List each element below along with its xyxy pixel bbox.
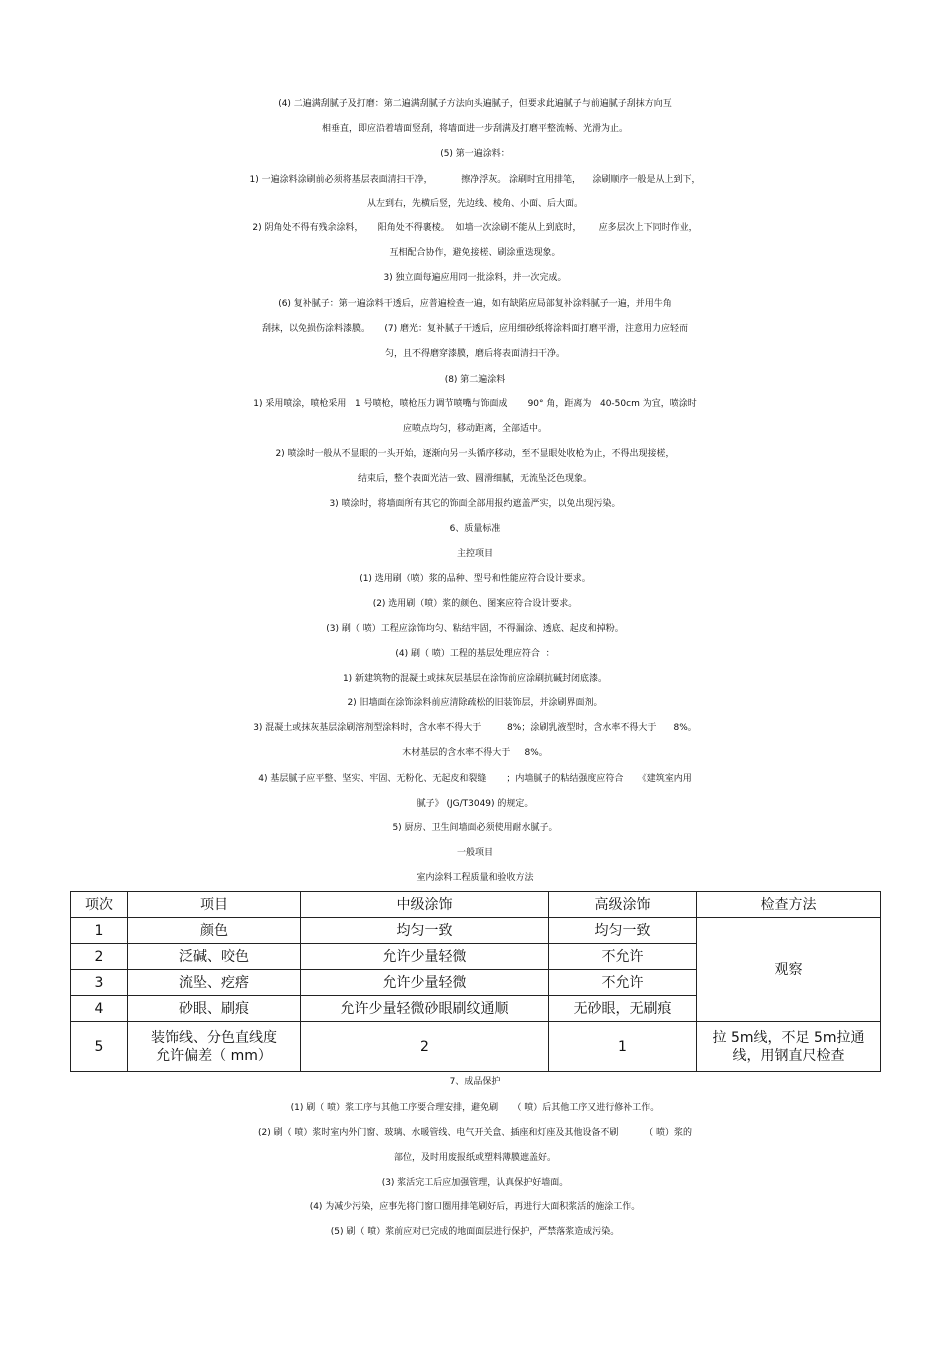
table-caption: 室内涂料工程质量和验收方法 [416,873,534,883]
table-row [71,918,881,944]
subsection-heading: 一般项目 [456,848,493,858]
text-line: 3) 混凝土或抹灰基层涂刷溶剂型涂料时，含水率不得大于 8%；涂刷乳液型时，含水率不得大于 8%。 [253,723,697,733]
cell-no: 3 [71,970,128,996]
header-item: 项目 [128,892,301,918]
text-line: (6) 复补腻子：第一遍涂料干透后，应普遍检查一遍，如有缺陷应局部复补涂料腻子一遍，并用牛角 [278,299,672,309]
text-line: (3) 浆活完工后应加强管理，认真保护好墙面。 [381,1178,569,1188]
table-row [71,1022,881,1072]
text-line: (4) 刷（ 喷）工程的基层处理应符合 ： [395,649,555,659]
text-line: (5) 第一遍涂料： [440,149,510,159]
cell-mid: 允许少量轻微砂眼刷纹通顺 [301,996,549,1022]
text-line: (5) 刷（ 喷）浆前应对已完成的地面面层进行保护，严禁落浆造成污染。 [330,1227,620,1237]
cell-method-observe: 观察 [697,918,881,1022]
cell-item-line: 装饰线、分色直线度 [151,1029,277,1046]
header-method: 检查方法 [697,892,881,918]
text-line: 腻子》 (JG/T3049) 的规定。 [416,799,534,809]
text-line: 互相配合协作，避免接槎、刷涂重迭现象。 [389,248,561,258]
cell-mid: 均匀一致 [301,918,549,944]
text-line: 1) 一遍涂料涂刷前必须将基层表面清扫干净， 擦净浮灰。 涂刷时宜用排笔， 涂刷顺序一般是从上到下， [249,175,701,185]
cell-mid: 允许少量轻微 [301,970,549,996]
header-high: 高级涂饰 [549,892,697,918]
text-line: 匀，且不得磨穿漆膜，磨后将表面清扫干净。 [384,349,565,359]
cell-method [697,1022,881,1072]
cell-item [128,1022,301,1072]
text-line: 刮抹，以免损伤涂料漆膜。 (7) 磨光：复补腻子干透后，应用细砂纸将涂料面打磨平滑，注意用力应轻而 [262,324,688,334]
text-line: 应喷点均匀，移动距离，全部适中。 [402,424,547,434]
cell-item: 泛碱、咬色 [128,944,301,970]
section-heading: 6、质量标准 [449,524,501,534]
text-line: 1) 采用喷涂，喷枪采用 1 号喷枪，喷枪压力调节喷嘴与饰面成 90° 角，距离为 40-50cm 为宜，喷涂时 [253,399,697,409]
cell-high: 不允许 [549,944,697,970]
text-line: 结束后，整个表面光洁一致、圆滑细腻，无流坠泛色现象。 [357,474,592,484]
cell-mid: 2 [301,1022,549,1072]
text-line: 1) 新建筑物的混凝土或抹灰层基层在涂饰前应涂刷抗碱封闭底漆。 [342,674,608,684]
text-line: 3) 独立面每遍应用同一批涂料，并一次完成。 [383,273,567,283]
text-line: (4) 为减少污染，应事先将门窗口圈用排笔刷好后，再进行大面积浆活的施涂工作。 [309,1202,641,1212]
cell-no: 2 [71,944,128,970]
cell-high: 均匀一致 [549,918,697,944]
text-line: (1) 选用刷（喷）浆的品种、型号和性能应符合设计要求。 [359,574,591,584]
cell-item: 流坠、疙瘩 [128,970,301,996]
cell-high: 无砂眼，无刷痕 [549,996,697,1022]
quality-table [70,891,881,1072]
text-line: 2) 旧墙面在涂饰涂料前应清除疏松的旧装饰层，并涂刷界面剂。 [347,698,603,708]
table-header-row [71,892,881,918]
text-line: 3) 喷涂时，将墙面所有其它的饰面全部用报约遮盖严实，以免出现污染。 [329,499,621,509]
section-heading: 7、成品保护 [449,1077,501,1087]
cell-no: 1 [71,918,128,944]
cell-item: 砂眼、刷痕 [128,996,301,1022]
cell-item-line: 允许偏差（ mm） [156,1047,272,1064]
text-line: (3) 刷（ 喷）工程应涂饰均匀、粘结牢固，不得漏涂、透底、起皮和掉粉。 [326,624,624,634]
text-line: (2) 刷（ 喷）浆时室内外门窗、玻璃、水暖管线、电气开关盒、插座和灯座及其他设备不刷 （ 喷）浆的 [257,1128,693,1138]
subsection-heading: 主控项目 [456,549,493,559]
text-line: 部位，及时用废报纸或塑料薄膜遮盖好。 [393,1153,556,1163]
header-mid: 中级涂饰 [301,892,549,918]
text-line: 从左到右，先横后竖，先边线、棱角、小面、后大面。 [366,199,583,209]
text-line: 相垂直，即应沿着墙面竖刮，将墙面进一步刮满及打磨平整流畅、光滑为止。 [321,124,628,134]
cell-mid: 允许少量轻微 [301,944,549,970]
text-line: 4) 基层腻子应平整、坚实、牢固、无粉化、无起皮和裂缝 ；内墙腻子的粘结强度应符合 《建筑室内用 [258,774,692,784]
cell-item: 颜色 [128,918,301,944]
text-line: 5) 厨房、卫生间墙面必须使用耐水腻子。 [392,823,558,833]
cell-high: 1 [549,1022,697,1072]
cell-method-line: 线，用钢直尺检查 [732,1047,845,1064]
text-line: 2) 喷涂时一般从不显眼的一头开始，逐渐向另一头循序移动，至不显眼处收枪为止，不得出现接槎， [275,449,675,459]
text-line: (8) 第二遍涂料 [444,375,506,385]
cell-high: 不允许 [549,970,697,996]
cell-method-line: 拉 5m线，不足 5m拉通 [712,1029,865,1046]
cell-no: 5 [71,1022,128,1072]
text-line: 2) 阴角处不得有残余涂料， 阳角处不得裹棱。 如墙一次涂刷不能从上到底时， 应多层次上下同时作业， [252,223,698,233]
header-no: 项次 [71,892,128,918]
text-line: (4) 二遍满刮腻子及打磨：第二遍满刮腻子方法向头遍腻子，但要求此遍腻子与前遍腻子刮抹方向互 [278,99,672,109]
cell-no: 4 [71,996,128,1022]
text-line: 木材基层的含水率不得大于 8%。 [402,748,548,758]
text-line: (2) 选用刷（喷）浆的颜色、图案应符合设计要求。 [372,599,578,609]
text-line: (1) 刷（ 喷）浆工序与其他工序要合理安排，避免刷 （ 喷）后其他工序又进行修补工作。 [290,1103,660,1113]
